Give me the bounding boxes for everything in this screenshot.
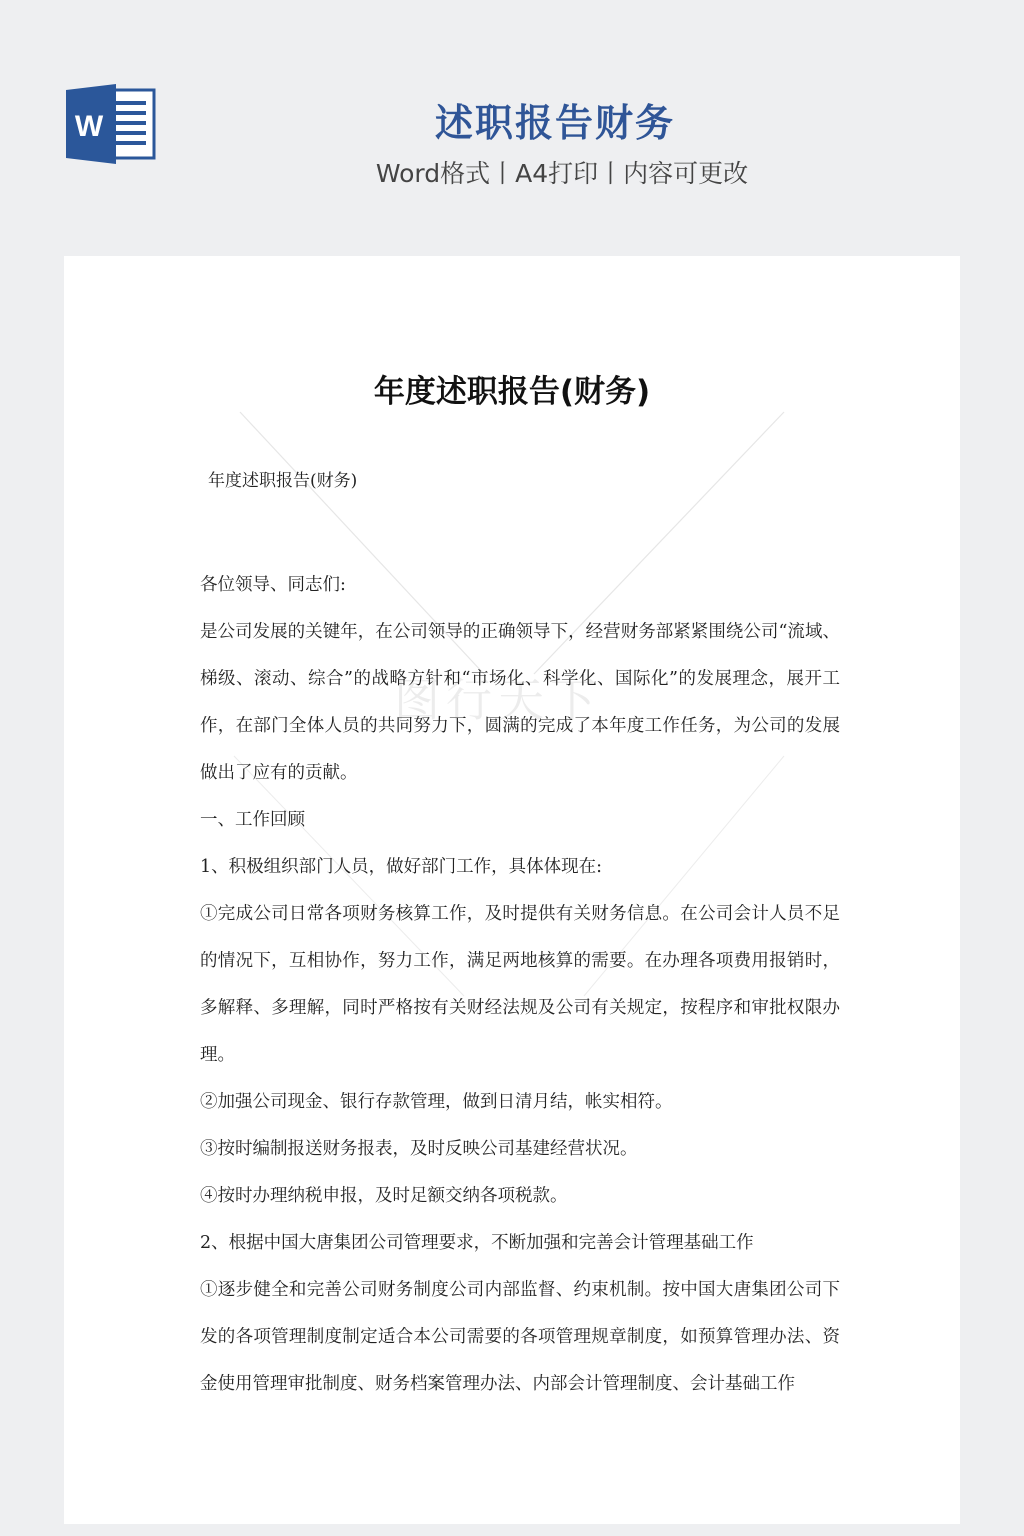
paragraph: ④按时办理纳税申报，及时足额交纳各项税款。	[200, 1186, 568, 1206]
document-body	[200, 468, 840, 1408]
word-logo-letter: W	[74, 110, 104, 143]
paragraph: ①逐步健全和完善公司财务制度公司内部监督、约束机制。按中国大唐集团公司下发的各项管理制度制定适合本公司需要的各项管理规章制度，如预算管理办法、资金使用管理审批制度、财务档案管理办法、内部会计管理制度、会计基础工作	[200, 1280, 840, 1394]
header-title: 述职报告财务	[434, 101, 675, 145]
paragraph: ①完成公司日常各项财务核算工作，及时提供有关财务信息。在公司会计人员不足的情况下，互相协作，努力工作，满足两地核算的需要。在办理各项费用报销时，多解释、多理解，同时严格按有关财经法规及公司有关规定，按程序和审批权限办理。	[200, 904, 840, 1065]
document-page	[64, 256, 960, 1524]
paragraph: ③按时编制报送财务报表，及时反映公司基建经营状况。	[200, 1139, 638, 1159]
document-subtitle: 年度述职报告(财务)	[208, 471, 358, 491]
paragraph: 是公司发展的关键年，在公司领导的正确领导下，经营财务部紧紧围绕公司“流域、梯级、滚动、综合”的战略方针和“市场化、科学化、国际化”的发展理念，展开工作，在部门全体人员的共同努力下，圆满的完成了本年度工作任务，为公司的发展做出了应有的贡献。	[200, 622, 840, 783]
paragraph: ②加强公司现金、银行存款管理，做到日清月结，帐实相符。	[200, 1092, 673, 1112]
section-heading: 一、工作回顾	[200, 810, 305, 830]
paragraph: 各位领导、同志们:	[200, 575, 346, 595]
paragraph: 2、根据中国大唐集团公司管理要求，不断加强和完善会计管理基础工作	[200, 1233, 754, 1253]
document-title: 年度述职报告(财务)	[373, 374, 651, 410]
header-subtitle: Word格式丨A4打印丨内容可更改	[375, 159, 749, 188]
watermark-text: 图行天下	[394, 673, 602, 727]
paragraph: 1、积极组织部门人员，做好部门工作，具体体现在:	[200, 857, 603, 877]
